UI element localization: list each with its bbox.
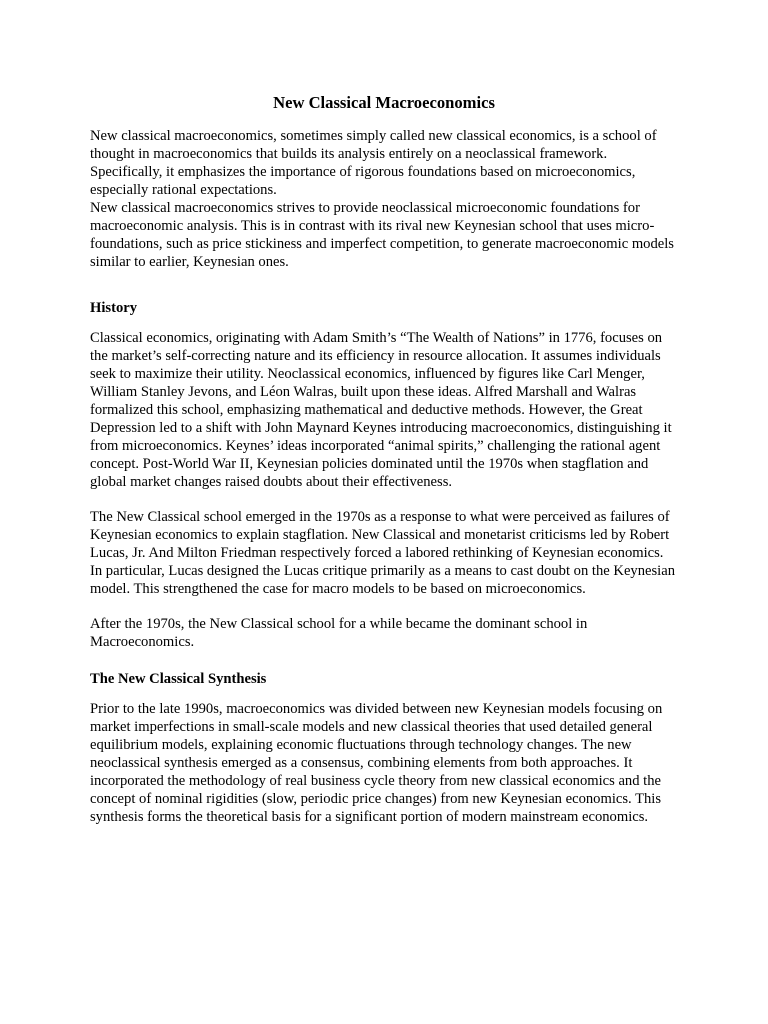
document-title: New Classical Macroeconomics xyxy=(273,93,495,112)
synthesis-paragraph-1: Prior to the late 1990s, macroeconomics was divided between new Keynesian models focusing on market imperfections in small-scale models and new classical theories that used detailed general equilibrium models, explaining economic fluctuations through technology changes. The new neoclassical synthesis emerged as a consensus, combining elements from both approaches. It incorporated the methodology of real business cycle theory from new classical economics and the concept of nominal rigidities (slow, periodic price changes) from new Keynesian economics. This synthesis forms the theoretical basis for a significant portion of modern mainstream economics. xyxy=(90,701,663,825)
synthesis-heading: The New Classical Synthesis xyxy=(90,671,267,687)
intro-section xyxy=(90,127,678,271)
history-section xyxy=(90,299,678,651)
history-paragraph-1: Classical economics, originating with Adam Smith’s “The Wealth of Nations” in 1776, focuses on the market’s self-correcting nature and its efficiency in resource allocation. It assumes individuals seek to maximize their utility. Neoclassical economics, influenced by figures like Carl Menger, William Stanley Jevons, and Léon Walras, built upon these ideas. Alfred Marshall and Walras formalized this school, emphasizing mathematical and deductive methods. However, the Great Depression led to a shift with John Maynard Keynes introducing macroeconomics, distinguishing it from microeconomics. Keynes’ ideas incorporated “animal spirits,” challenging the rational agent concept. Post-World War II, Keynesian policies dominated until the 1970s when stagflation and global market changes raised doubts about their effectiveness. xyxy=(90,330,672,490)
history-paragraph-3: After the 1970s, the New Classical school for a while became the dominant school in Macroeconomics. xyxy=(90,616,588,650)
history-heading: History xyxy=(90,300,138,316)
history-paragraph-2: The New Classical school emerged in the 1970s as a response to what were perceived as failures of Keynesian economics to explain stagflation. New Classical and monetarist criticisms led by Robert Lucas, Jr. And Milton Friedman respectively forced a labored rethinking of Keynesian economics. In particular, Lucas designed the Lucas critique primarily as a means to cast doubt on the Keynesian model. This strengthened the case for macro models to be based on microeconomics. xyxy=(90,509,675,597)
intro-paragraph-1: New classical macroeconomics, sometimes simply called new classical economics, is a school of thought in macroeconomics that builds its analysis entirely on a neoclassical framework. Specifically, it emphasizes the importance of rigorous foundations based on microeconomics, especially rational expectations. xyxy=(90,128,657,198)
synthesis-section xyxy=(90,670,678,826)
intro-paragraph-2: New classical macroeconomics strives to provide neoclassical microeconomic foundations for macroeconomic analysis. This is in contrast with its rival new Keynesian school that uses micro-foundations, such as price stickiness and imperfect competition, to generate macroeconomic models similar to earlier, Keynesian ones. xyxy=(90,200,674,270)
